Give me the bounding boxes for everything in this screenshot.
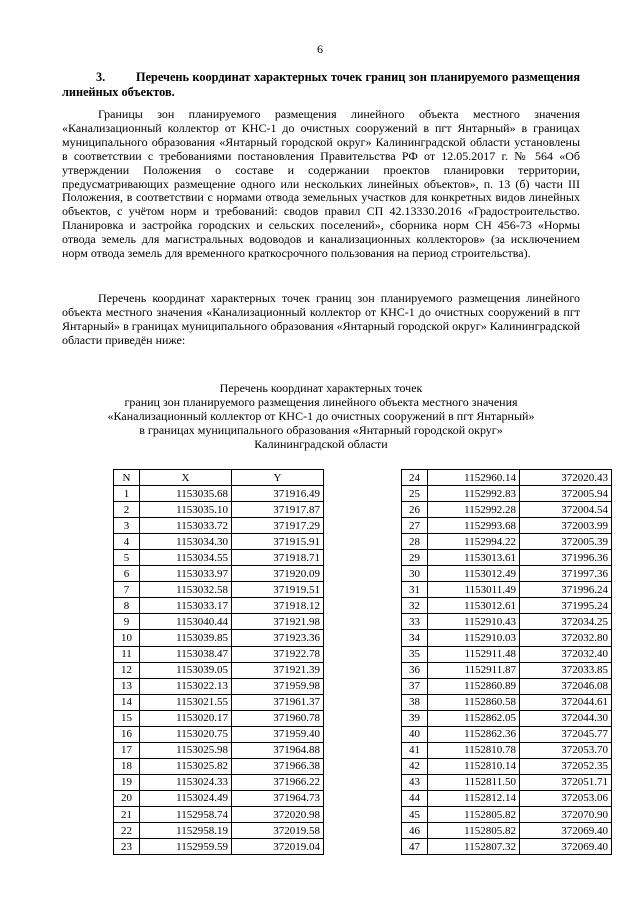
y-coordinate-cell: 371959.40 — [232, 726, 324, 742]
list-title-line: «Канализационный коллектор от КНС-1 до очистных сооружений в пгт Янтарный» — [107, 409, 535, 423]
y-coordinate-cell: 371917.87 — [232, 502, 324, 518]
table-row — [114, 518, 324, 534]
x-coordinate-cell: 1153025.82 — [140, 758, 232, 774]
y-coordinate-cell: 371917.29 — [232, 518, 324, 534]
x-coordinate-cell: 1153039.85 — [140, 630, 232, 646]
y-coordinate-cell: 371966.38 — [232, 758, 324, 774]
page-number: 6 — [317, 42, 323, 56]
table-row — [402, 550, 612, 566]
x-coordinate-cell: 1152993.68 — [428, 518, 520, 534]
x-coordinate-cell: 1152862.05 — [428, 710, 520, 726]
x-coordinate-cell: 1153034.30 — [140, 534, 232, 550]
section-heading — [62, 70, 580, 100]
paragraph-boundaries: Границы зон планируемого размещения линейного объекта местного значения «Канализационный коллектор от КНС-1 до очистных сооружений в пгт Янтарный» в границах муниципального образования «Янтарный городской округ» Калининградской области установлены в соответствии с требованиями постановления Правительства РФ от 12.05.2017 г. № 564 «Об утверждении Положения о составе и содержании проектов планировки территории, предусматривающих размещение одного или нескольких линейных объектов», п. 13 (б) части III Положения, в соответствии с нормами отвода земельных участков для конкретных видов линейных объектов, с учётом норм и требований: сводов правил СП 42.13330.2016 «Градостроительство. Планировка и застройка городских и сельских поселений», сборника норм СН 456-73 «Нормы отвода земель для магистральных водоводов и канализационных коллекторов» (за исключением норм отвода земель для временного краткосрочного пользования на период строительства). — [62, 107, 580, 261]
y-coordinate-cell: 371922.78 — [232, 646, 324, 662]
table-row — [402, 582, 612, 598]
x-coordinate-cell: 1153022.13 — [140, 678, 232, 694]
point-number-cell: 16 — [114, 726, 140, 742]
point-number-cell: 44 — [402, 790, 428, 806]
table-row — [114, 726, 324, 742]
point-number-cell: 47 — [402, 839, 428, 855]
header-y: Y — [232, 470, 324, 486]
table-row — [114, 774, 324, 790]
x-coordinate-cell: 1152860.58 — [428, 694, 520, 710]
paragraph-list-intro: Перечень координат характерных точек границ зон планируемого размещения линейного объекта местного значения «Канализационный коллектор от КНС-1 до очистных сооружений в пгт Янтарный» в границах муниципального образования «Янтарный городской округ» Калининградской области приведён ниже: — [62, 291, 580, 347]
table-row — [402, 742, 612, 758]
y-coordinate-cell: 371921.39 — [232, 662, 324, 678]
y-coordinate-cell: 372053.70 — [520, 742, 612, 758]
point-number-cell: 19 — [114, 774, 140, 790]
y-coordinate-cell: 371996.24 — [520, 582, 612, 598]
x-coordinate-cell: 1152810.14 — [428, 758, 520, 774]
x-coordinate-cell: 1153012.49 — [428, 566, 520, 582]
x-coordinate-cell: 1152992.28 — [428, 502, 520, 518]
y-coordinate-cell: 372032.80 — [520, 630, 612, 646]
table-row — [114, 790, 324, 806]
point-number-cell: 10 — [114, 630, 140, 646]
x-coordinate-cell: 1153020.75 — [140, 726, 232, 742]
point-number-cell: 28 — [402, 534, 428, 550]
x-coordinate-cell: 1153035.10 — [140, 502, 232, 518]
point-number-cell: 17 — [114, 742, 140, 758]
y-coordinate-cell: 372070.90 — [520, 806, 612, 822]
table-row — [114, 678, 324, 694]
x-coordinate-cell: 1152911.48 — [428, 646, 520, 662]
table-row — [402, 486, 612, 502]
y-coordinate-cell: 371960.78 — [232, 710, 324, 726]
table-row — [402, 614, 612, 630]
point-number-cell: 34 — [402, 630, 428, 646]
x-coordinate-cell: 1153011.49 — [428, 582, 520, 598]
table-row — [114, 614, 324, 630]
point-number-cell: 9 — [114, 614, 140, 630]
x-coordinate-cell: 1152805.82 — [428, 806, 520, 822]
y-coordinate-cell: 372052.35 — [520, 758, 612, 774]
y-coordinate-cell: 371959.98 — [232, 678, 324, 694]
y-coordinate-cell: 372032.40 — [520, 646, 612, 662]
coordinates-table-left — [113, 469, 324, 855]
table-row — [402, 710, 612, 726]
x-coordinate-cell: 1152911.87 — [428, 662, 520, 678]
table-row — [402, 598, 612, 614]
x-coordinate-cell: 1152959.59 — [140, 839, 232, 855]
table-row — [402, 566, 612, 582]
x-coordinate-cell: 1153040.44 — [140, 614, 232, 630]
table-row — [114, 646, 324, 662]
y-coordinate-cell: 372020.98 — [232, 806, 324, 822]
y-coordinate-cell: 372069.40 — [520, 839, 612, 855]
y-coordinate-cell: 371964.88 — [232, 742, 324, 758]
point-number-cell: 2 — [114, 502, 140, 518]
list-title-line: Калининградской области — [254, 437, 388, 451]
y-coordinate-cell: 371918.12 — [232, 598, 324, 614]
table-row — [114, 502, 324, 518]
point-number-cell: 22 — [114, 823, 140, 839]
x-coordinate-cell: 1152910.03 — [428, 630, 520, 646]
table-row — [114, 694, 324, 710]
x-coordinate-cell: 1153021.55 — [140, 694, 232, 710]
table-row — [114, 710, 324, 726]
point-number-cell: 13 — [114, 678, 140, 694]
table-header-row — [114, 470, 324, 486]
point-number-cell: 25 — [402, 486, 428, 502]
coordinates-table-right — [401, 469, 612, 855]
x-coordinate-cell: 1152807.32 — [428, 839, 520, 855]
coordinates-list-title — [62, 381, 580, 451]
point-number-cell: 43 — [402, 774, 428, 790]
point-number-cell: 18 — [114, 758, 140, 774]
table-row — [402, 758, 612, 774]
table-row — [114, 662, 324, 678]
x-coordinate-cell: 1153038.47 — [140, 646, 232, 662]
x-coordinate-cell: 1153020.17 — [140, 710, 232, 726]
point-number-cell: 1 — [114, 486, 140, 502]
y-coordinate-cell: 372044.61 — [520, 694, 612, 710]
table-row — [114, 839, 324, 855]
point-number-cell: 35 — [402, 646, 428, 662]
x-coordinate-cell: 1153034.55 — [140, 550, 232, 566]
y-coordinate-cell: 371919.51 — [232, 582, 324, 598]
point-number-cell: 7 — [114, 582, 140, 598]
y-coordinate-cell: 372044.30 — [520, 710, 612, 726]
point-number-cell: 41 — [402, 742, 428, 758]
table-row — [402, 726, 612, 742]
table-row — [114, 598, 324, 614]
y-coordinate-cell: 372004.54 — [520, 502, 612, 518]
table-row — [402, 790, 612, 806]
y-coordinate-cell: 372005.39 — [520, 534, 612, 550]
point-number-cell: 8 — [114, 598, 140, 614]
table-row — [114, 534, 324, 550]
point-number-cell: 15 — [114, 710, 140, 726]
point-number-cell: 39 — [402, 710, 428, 726]
point-number-cell: 40 — [402, 726, 428, 742]
header-x: X — [140, 470, 232, 486]
table-row — [402, 774, 612, 790]
table-row — [114, 758, 324, 774]
point-number-cell: 26 — [402, 502, 428, 518]
x-coordinate-cell: 1153033.72 — [140, 518, 232, 534]
list-title-line: границ зон планируемого размещения линейного объекта местного значения — [124, 395, 518, 409]
table-row — [114, 486, 324, 502]
point-number-cell: 31 — [402, 582, 428, 598]
point-number-cell: 45 — [402, 806, 428, 822]
x-coordinate-cell: 1153035.68 — [140, 486, 232, 502]
table-row — [402, 470, 612, 486]
x-coordinate-cell: 1153024.49 — [140, 790, 232, 806]
point-number-cell: 46 — [402, 823, 428, 839]
x-coordinate-cell: 1152810.78 — [428, 742, 520, 758]
point-number-cell: 42 — [402, 758, 428, 774]
point-number-cell: 4 — [114, 534, 140, 550]
point-number-cell: 29 — [402, 550, 428, 566]
point-number-cell: 5 — [114, 550, 140, 566]
header-n: N — [114, 470, 140, 486]
point-number-cell: 37 — [402, 678, 428, 694]
x-coordinate-cell: 1152992.83 — [428, 486, 520, 502]
point-number-cell: 38 — [402, 694, 428, 710]
y-coordinate-cell: 372019.58 — [232, 823, 324, 839]
table-row — [402, 678, 612, 694]
table-row — [114, 566, 324, 582]
x-coordinate-cell: 1153024.33 — [140, 774, 232, 790]
x-coordinate-cell: 1153025.98 — [140, 742, 232, 758]
x-coordinate-cell: 1152860.89 — [428, 678, 520, 694]
y-coordinate-cell: 372069.40 — [520, 823, 612, 839]
y-coordinate-cell: 372003.99 — [520, 518, 612, 534]
x-coordinate-cell: 1152960.14 — [428, 470, 520, 486]
x-coordinate-cell: 1153013.61 — [428, 550, 520, 566]
list-title-line: в границах муниципального образования «Янтарный городской округ» — [139, 423, 503, 437]
table-row — [402, 646, 612, 662]
x-coordinate-cell: 1153039.05 — [140, 662, 232, 678]
point-number-cell: 33 — [402, 614, 428, 630]
y-coordinate-cell: 371920.09 — [232, 566, 324, 582]
x-coordinate-cell: 1153032.58 — [140, 582, 232, 598]
table-row — [402, 630, 612, 646]
table-row — [402, 502, 612, 518]
x-coordinate-cell: 1152862.36 — [428, 726, 520, 742]
x-coordinate-cell: 1153033.97 — [140, 566, 232, 582]
y-coordinate-cell: 371997.36 — [520, 566, 612, 582]
point-number-cell: 27 — [402, 518, 428, 534]
point-number-cell: 24 — [402, 470, 428, 486]
x-coordinate-cell: 1152910.43 — [428, 614, 520, 630]
table-row — [402, 694, 612, 710]
y-coordinate-cell: 371918.71 — [232, 550, 324, 566]
point-number-cell: 12 — [114, 662, 140, 678]
y-coordinate-cell: 372033.85 — [520, 662, 612, 678]
point-number-cell: 14 — [114, 694, 140, 710]
table-row — [114, 742, 324, 758]
table-row — [114, 823, 324, 839]
point-number-cell: 6 — [114, 566, 140, 582]
table-row — [402, 518, 612, 534]
table-row — [114, 806, 324, 822]
x-coordinate-cell: 1152958.74 — [140, 806, 232, 822]
table-row — [402, 806, 612, 822]
table-row — [114, 550, 324, 566]
y-coordinate-cell: 371961.37 — [232, 694, 324, 710]
section-title: Перечень координат характерных точек границ зон планируемого размещения линейных объектов. — [62, 70, 580, 99]
y-coordinate-cell: 372034.25 — [520, 614, 612, 630]
y-coordinate-cell: 372005.94 — [520, 486, 612, 502]
list-title-line: Перечень координат характерных точек — [219, 381, 423, 395]
section-number: 3. — [96, 70, 106, 84]
y-coordinate-cell: 372051.71 — [520, 774, 612, 790]
x-coordinate-cell: 1152811.50 — [428, 774, 520, 790]
y-coordinate-cell: 371995.24 — [520, 598, 612, 614]
y-coordinate-cell: 371996.36 — [520, 550, 612, 566]
point-number-cell: 20 — [114, 790, 140, 806]
x-coordinate-cell: 1153012.61 — [428, 598, 520, 614]
table-row — [402, 823, 612, 839]
x-coordinate-cell: 1152805.82 — [428, 823, 520, 839]
table-row — [402, 534, 612, 550]
point-number-cell: 21 — [114, 806, 140, 822]
table-row — [402, 662, 612, 678]
y-coordinate-cell: 371964.73 — [232, 790, 324, 806]
x-coordinate-cell: 1152958.19 — [140, 823, 232, 839]
y-coordinate-cell: 372046.08 — [520, 678, 612, 694]
y-coordinate-cell: 371966.22 — [232, 774, 324, 790]
point-number-cell: 30 — [402, 566, 428, 582]
y-coordinate-cell: 371915.91 — [232, 534, 324, 550]
x-coordinate-cell: 1153033.17 — [140, 598, 232, 614]
y-coordinate-cell: 372020.43 — [520, 470, 612, 486]
y-coordinate-cell: 371916.49 — [232, 486, 324, 502]
y-coordinate-cell: 372019.04 — [232, 839, 324, 855]
point-number-cell: 3 — [114, 518, 140, 534]
point-number-cell: 36 — [402, 662, 428, 678]
y-coordinate-cell: 371923.36 — [232, 630, 324, 646]
table-row — [114, 582, 324, 598]
point-number-cell: 11 — [114, 646, 140, 662]
table-row — [402, 839, 612, 855]
point-number-cell: 23 — [114, 839, 140, 855]
y-coordinate-cell: 371921.98 — [232, 614, 324, 630]
y-coordinate-cell: 372053.06 — [520, 790, 612, 806]
x-coordinate-cell: 1152812.14 — [428, 790, 520, 806]
point-number-cell: 32 — [402, 598, 428, 614]
y-coordinate-cell: 372045.77 — [520, 726, 612, 742]
x-coordinate-cell: 1152994.22 — [428, 534, 520, 550]
table-row — [114, 630, 324, 646]
